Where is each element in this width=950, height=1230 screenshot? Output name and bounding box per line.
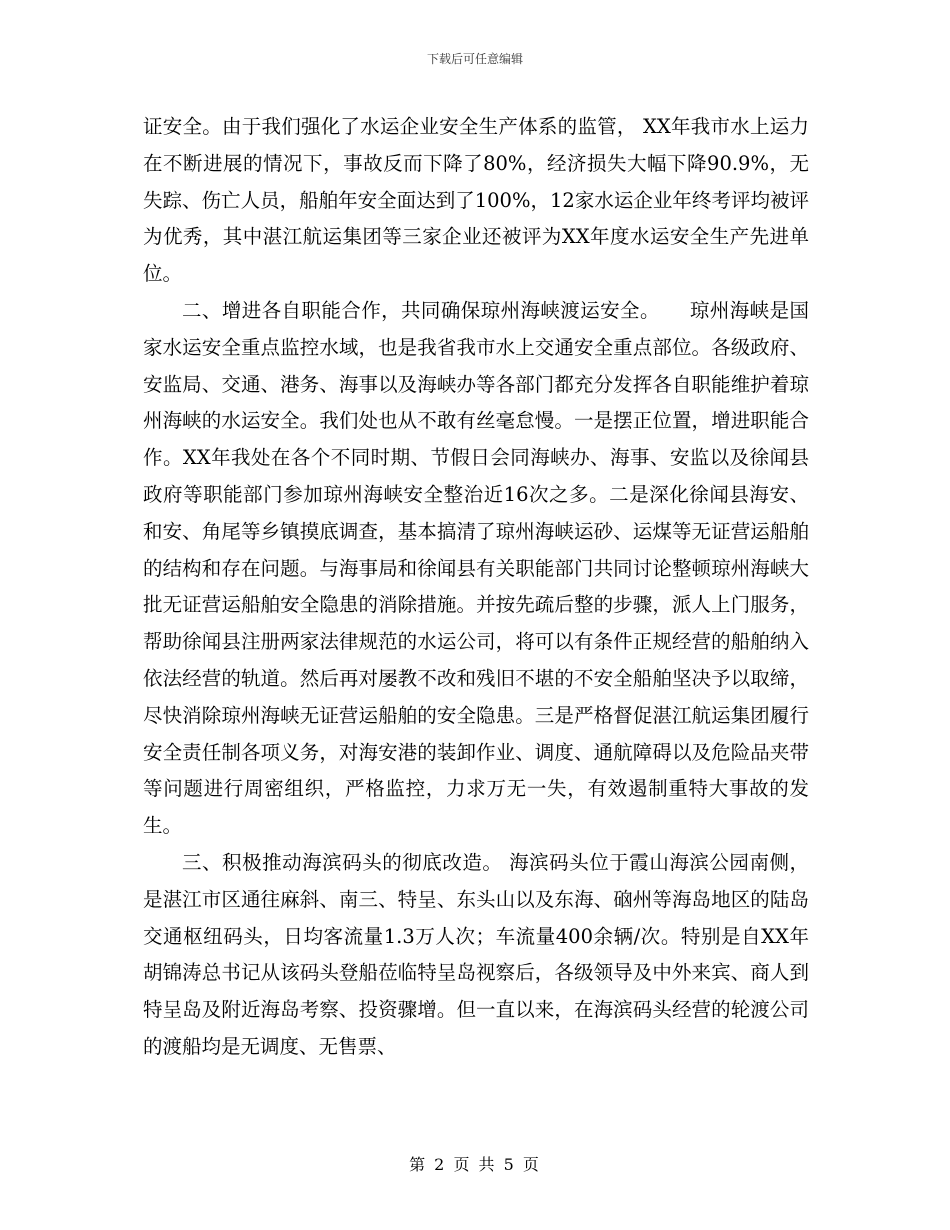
paragraph-1: 证安全。由于我们强化了水运企业安全生产体系的监管， XX年我市水上运力在不断进展的情况下，事故反而下降了80%，经济损失大幅下降90.9%，无失踪、伤亡人员，船舶年安全面达到了100%，12家水运企业年终考评均被评为优秀，其中湛江航运集团等三家企业还被评为XX年度水运安全生产先进单位。 <box>143 115 809 286</box>
paragraph-3: 三、积极推动海滨码头的彻底改造。 海滨码头位于霞山海滨公园南侧，是湛江市区通往麻斜、南三、特呈、东头山以及东海、硇州等海岛地区的陆岛交通枢纽码头，日均客流量1.3万人次；车流量400余辆/次。特别是自XX年胡锦涛总书记从该码头登船莅临特呈岛视察后，各级领导及中外来宾、商人到特呈岛及附近海岛考察、投资骤增。但一直以来，在海滨码头经营的轮渡公司的渡船均是无调度、无售票、 <box>143 850 809 1058</box>
page-header: 下载后可任意编辑 <box>426 52 523 66</box>
page-number: 第 2 页 共 5 页 <box>409 1155 541 1174</box>
document-body <box>143 109 809 1066</box>
paragraph-2: 二、增进各自职能合作，共同确保琼州海峡渡运安全。 琼州海峡是国家水运安全重点监控水域，也是我省我市水上交通安全重点部位。各级政府、安监局、交通、港务、海事以及海峡办等各部门都充分发挥各自职能维护着琼州海峡的水运安全。我们处也从不敢有丝毫怠慢。一是摆正位置，增进职能合作。XX年我处在各个不同时期、节假日会同海峡办、海事、安监以及徐闻县政府等职能部门参加琼州海峡安全整治近16次之多。二是深化徐闻县海安、和安、角尾等乡镇摸底调查，基本搞清了琼州海峡运砂、运煤等无证营运船舶的结构和存在问题。与海事局和徐闻县有关职能部门共同讨论整顿琼州海峡大批无证营运船舶安全隐患的消除措施。并按先疏后整的步骤，派人上门服务，帮助徐闻县注册两家法律规范的水运公司，将可以有条件正规经营的船舶纳入依法经营的轨道。然后再对屡教不改和残旧不堪的不安全船舶坚决予以取缔，尽快消除琼州海峡无证营运船舶的安全隐患。三是严格督促湛江航运集团履行安全责任制各项义务，对海安港的装卸作业、调度、通航障碍以及危险品夹带等问题进行周密组织，严格监控，力求万无一失，有效遏制重特大事故的发生。 <box>143 298 809 838</box>
